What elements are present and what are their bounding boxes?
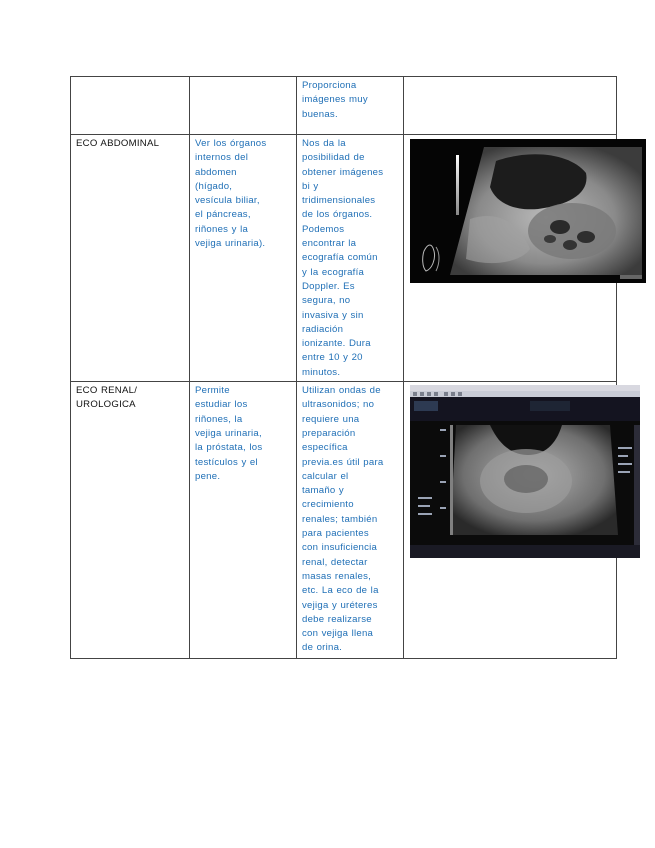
row-name: ECO RENAL/ UROLOGICA (76, 385, 138, 411)
ultrasound-renal-screenshot (410, 385, 640, 558)
table-cell-name (71, 382, 190, 659)
document-table (70, 76, 617, 659)
row-advantages: Utilizan ondas de ultrasonidos; no requiere una preparación específica previa.es útil para calcular el tamaño y crecimiento renales; también para pacientes con insuficiencia renal, detectar masas renales, etc. La eco de la vejiga y uréteres debe realizarse con vejiga llena de orina. (302, 385, 384, 654)
row-advantages: Nos da la posibilidad de obtener imágenes bi y tridimensionales de los órganos. Podemos encontrar la ecografía común y la ecografía Doppler. Es segura, no invasiva y sin radiación ionizante. Dura entre 10 y 20 minutos. (302, 138, 384, 378)
table-cell-image (404, 382, 617, 659)
table-cell-description (190, 382, 297, 659)
row-advantages: Proporciona imágenes muy buenas. (302, 80, 368, 120)
row-name: ECO ABDOMINAL (76, 138, 160, 149)
table-row (71, 135, 617, 382)
table-cell-advantages (297, 382, 404, 659)
table-cell-image (404, 135, 617, 382)
row-description: Ver los órganos internos del abdomen (hígado, vesícula biliar, el páncreas, riñones y la vejiga urinaria). (195, 138, 267, 250)
table-cell-description (190, 135, 297, 382)
ultrasound-abdominal-image (410, 139, 646, 283)
table-cell-name (71, 77, 190, 135)
table-cell-advantages (297, 135, 404, 382)
table-cell-advantages (297, 77, 404, 135)
table-cell-description (190, 77, 297, 135)
table-cell-name (71, 135, 190, 382)
table-row (71, 382, 617, 659)
table-row (71, 77, 617, 135)
table-cell-image (404, 77, 617, 135)
row-description: Permite estudiar los riñones, la vejiga urinaria, la próstata, los testículos y el pene. (195, 385, 263, 482)
